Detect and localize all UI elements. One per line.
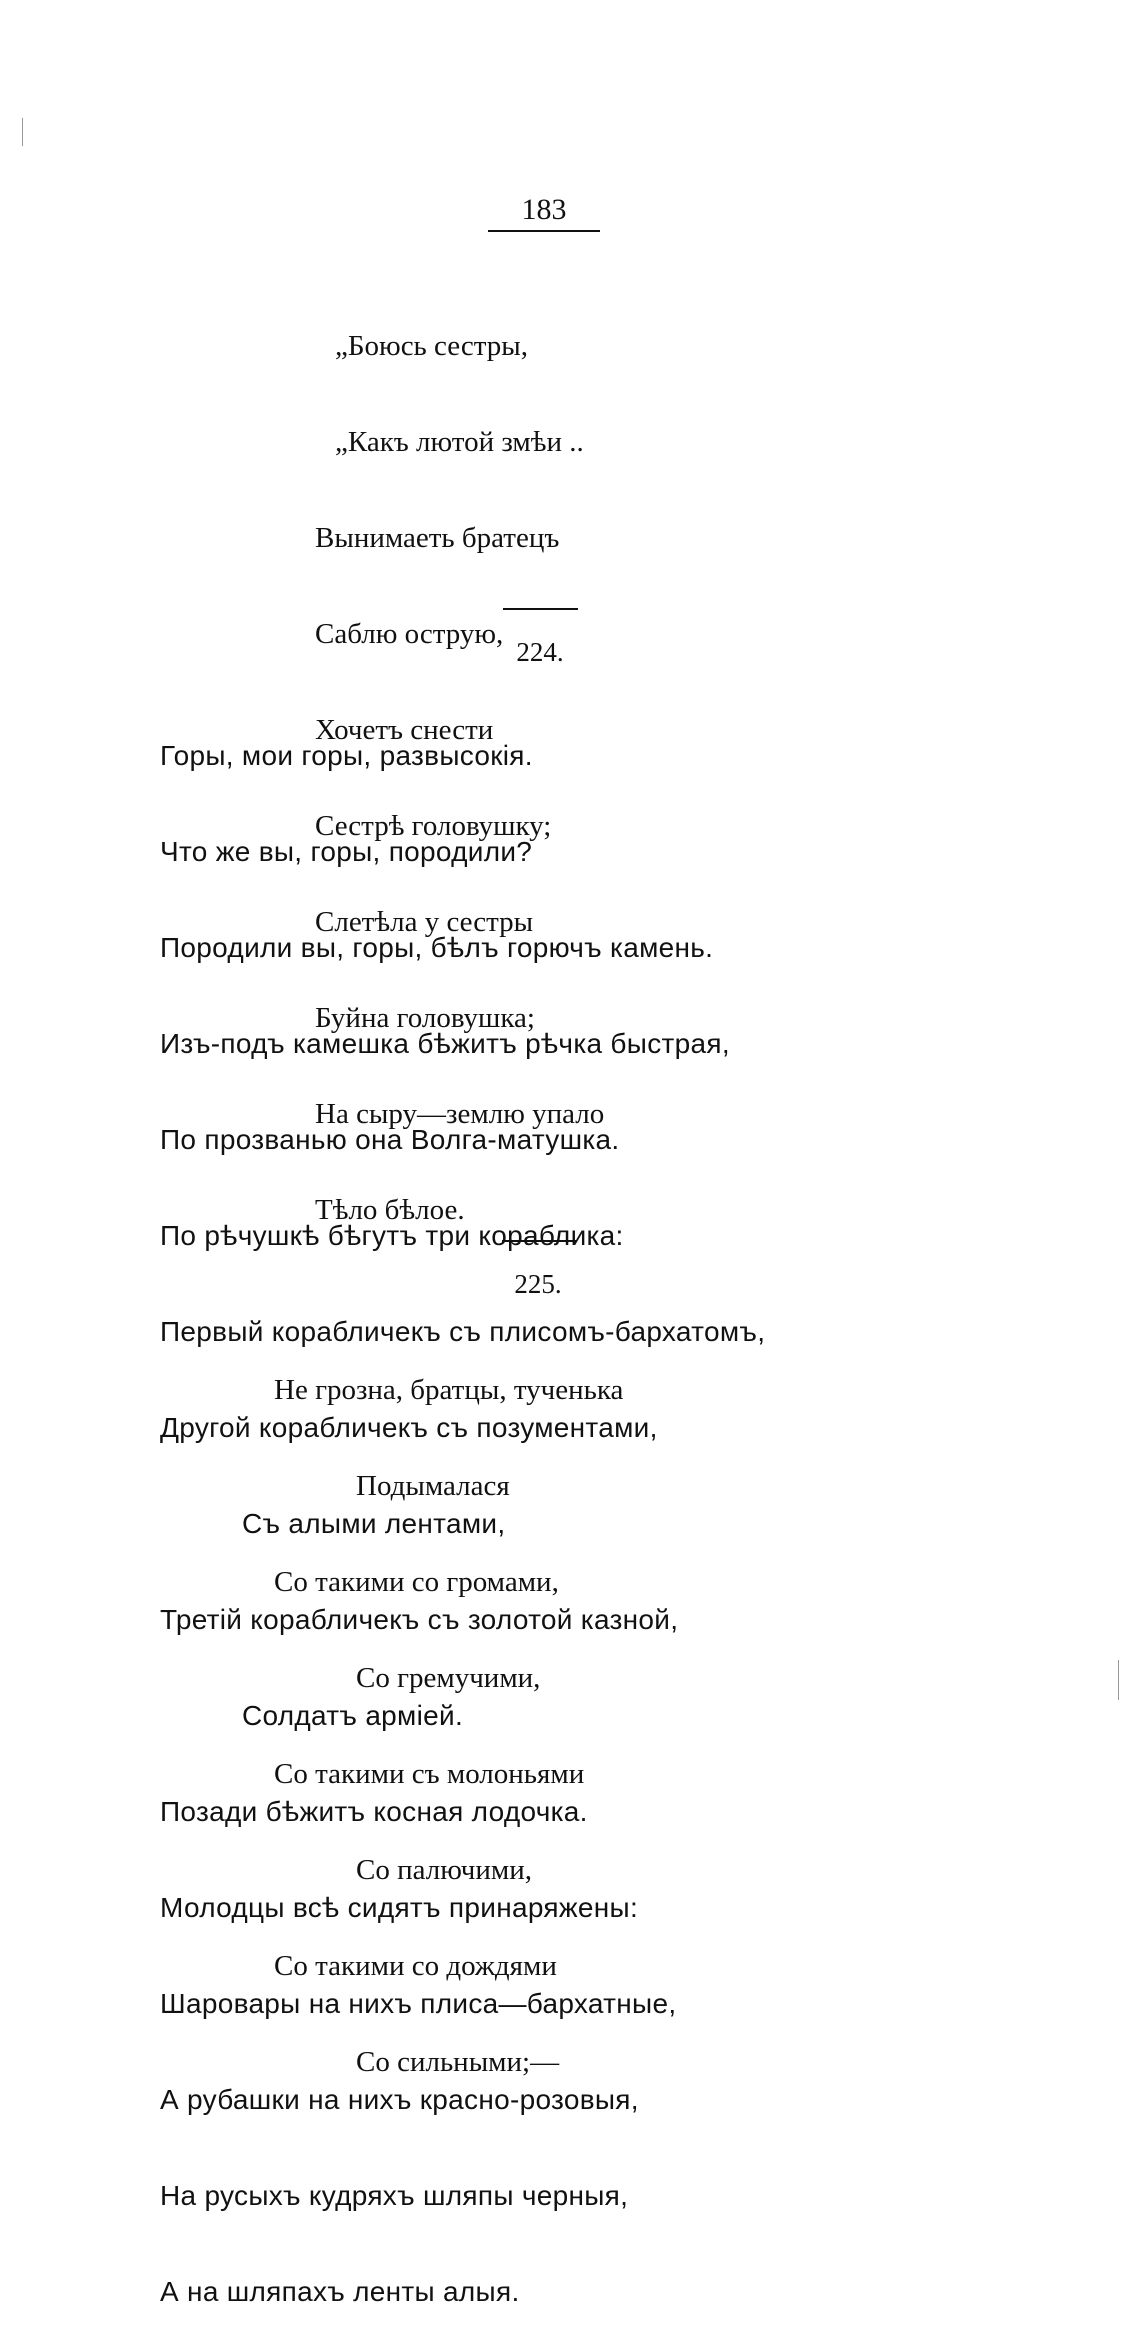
verse-line: На русыхъ кудряхъ шляпы черныя, — [160, 2180, 629, 2211]
verse-line: Подымалася — [356, 1470, 510, 1502]
poem-number: 225. — [514, 1269, 562, 1299]
verse-line: На сыру—землю упало — [315, 1098, 605, 1130]
verse-line: Другой корабличекъ съ позументами, — [160, 1412, 658, 1443]
verse-line: Вынимаеть братецъ — [315, 522, 560, 554]
page-number: 183 — [488, 192, 600, 232]
verse-line: Солдатъ арміей. — [242, 1700, 464, 1731]
verse-line: Первый корабличекъ съ плисомъ-бархатомъ, — [160, 1316, 766, 1347]
verse-line: Со такими со дождями — [274, 1950, 557, 1982]
verse-line: Третій корабличекъ съ золотой казной, — [160, 1604, 679, 1635]
verse-line: По рѣчушкѣ бѣгутъ три кораблика: — [160, 1220, 624, 1251]
verse-line: Породили вы, горы, бѣлъ горючъ камень. — [160, 932, 714, 963]
verse-line: „Какъ лютой змѣи .. — [335, 426, 584, 458]
verse-line: Позади бѣжитъ косная лодочка. — [160, 1796, 588, 1827]
verse-line: По прозванью она Волга-матушка. — [160, 1124, 620, 1155]
section-divider — [502, 1240, 577, 1242]
verse-line: Что же вы, горы, породили? — [160, 836, 533, 867]
verse-line: Со такими съ молоньями — [274, 1758, 585, 1790]
scan-mark — [22, 118, 23, 146]
verse-line: Со гремучими, — [356, 1662, 541, 1694]
scan-mark — [1118, 1660, 1119, 1700]
verse-line: Буйна головушка; — [315, 1002, 535, 1034]
verse-line: Тѣло бѣлое. — [315, 1194, 465, 1226]
verse-line: Молодцы всѣ сидятъ принаряжены: — [160, 1892, 639, 1923]
verse-line: „Боюсь сестры, — [335, 330, 528, 362]
section-divider — [503, 608, 578, 610]
verse-line: Саблю острую, — [315, 618, 504, 650]
verse-line: Слетѣла у сестры — [315, 906, 534, 938]
verse-line: Шаровары на нихъ плиса—бархатные, — [160, 1988, 677, 2019]
verse-line: Горы, мои горы, развысокія. — [160, 740, 533, 771]
verse-line: Со сильными;— — [356, 2046, 560, 2078]
verse-line: Хочетъ снести — [315, 714, 494, 746]
poem-225 — [274, 1310, 623, 2110]
verse-line: Съ алыми лентами, — [242, 1508, 506, 1539]
verse-line: Сестрѣ головушку; — [315, 810, 552, 842]
verse-line: Изъ-подъ камешка бѣжитъ рѣчка быстрая, — [160, 1028, 730, 1059]
verse-line: Не грозна, братцы, тученька — [274, 1374, 624, 1406]
verse-line: Со такими со громами, — [274, 1566, 559, 1598]
verse-line: А на шляпахъ ленты алыя. — [160, 2276, 520, 2307]
poem-number: 224. — [516, 637, 564, 667]
verse-line: Со палючими, — [356, 1854, 532, 1886]
verse-line: А рубашки на нихъ красно-розовыя, — [160, 2084, 639, 2115]
